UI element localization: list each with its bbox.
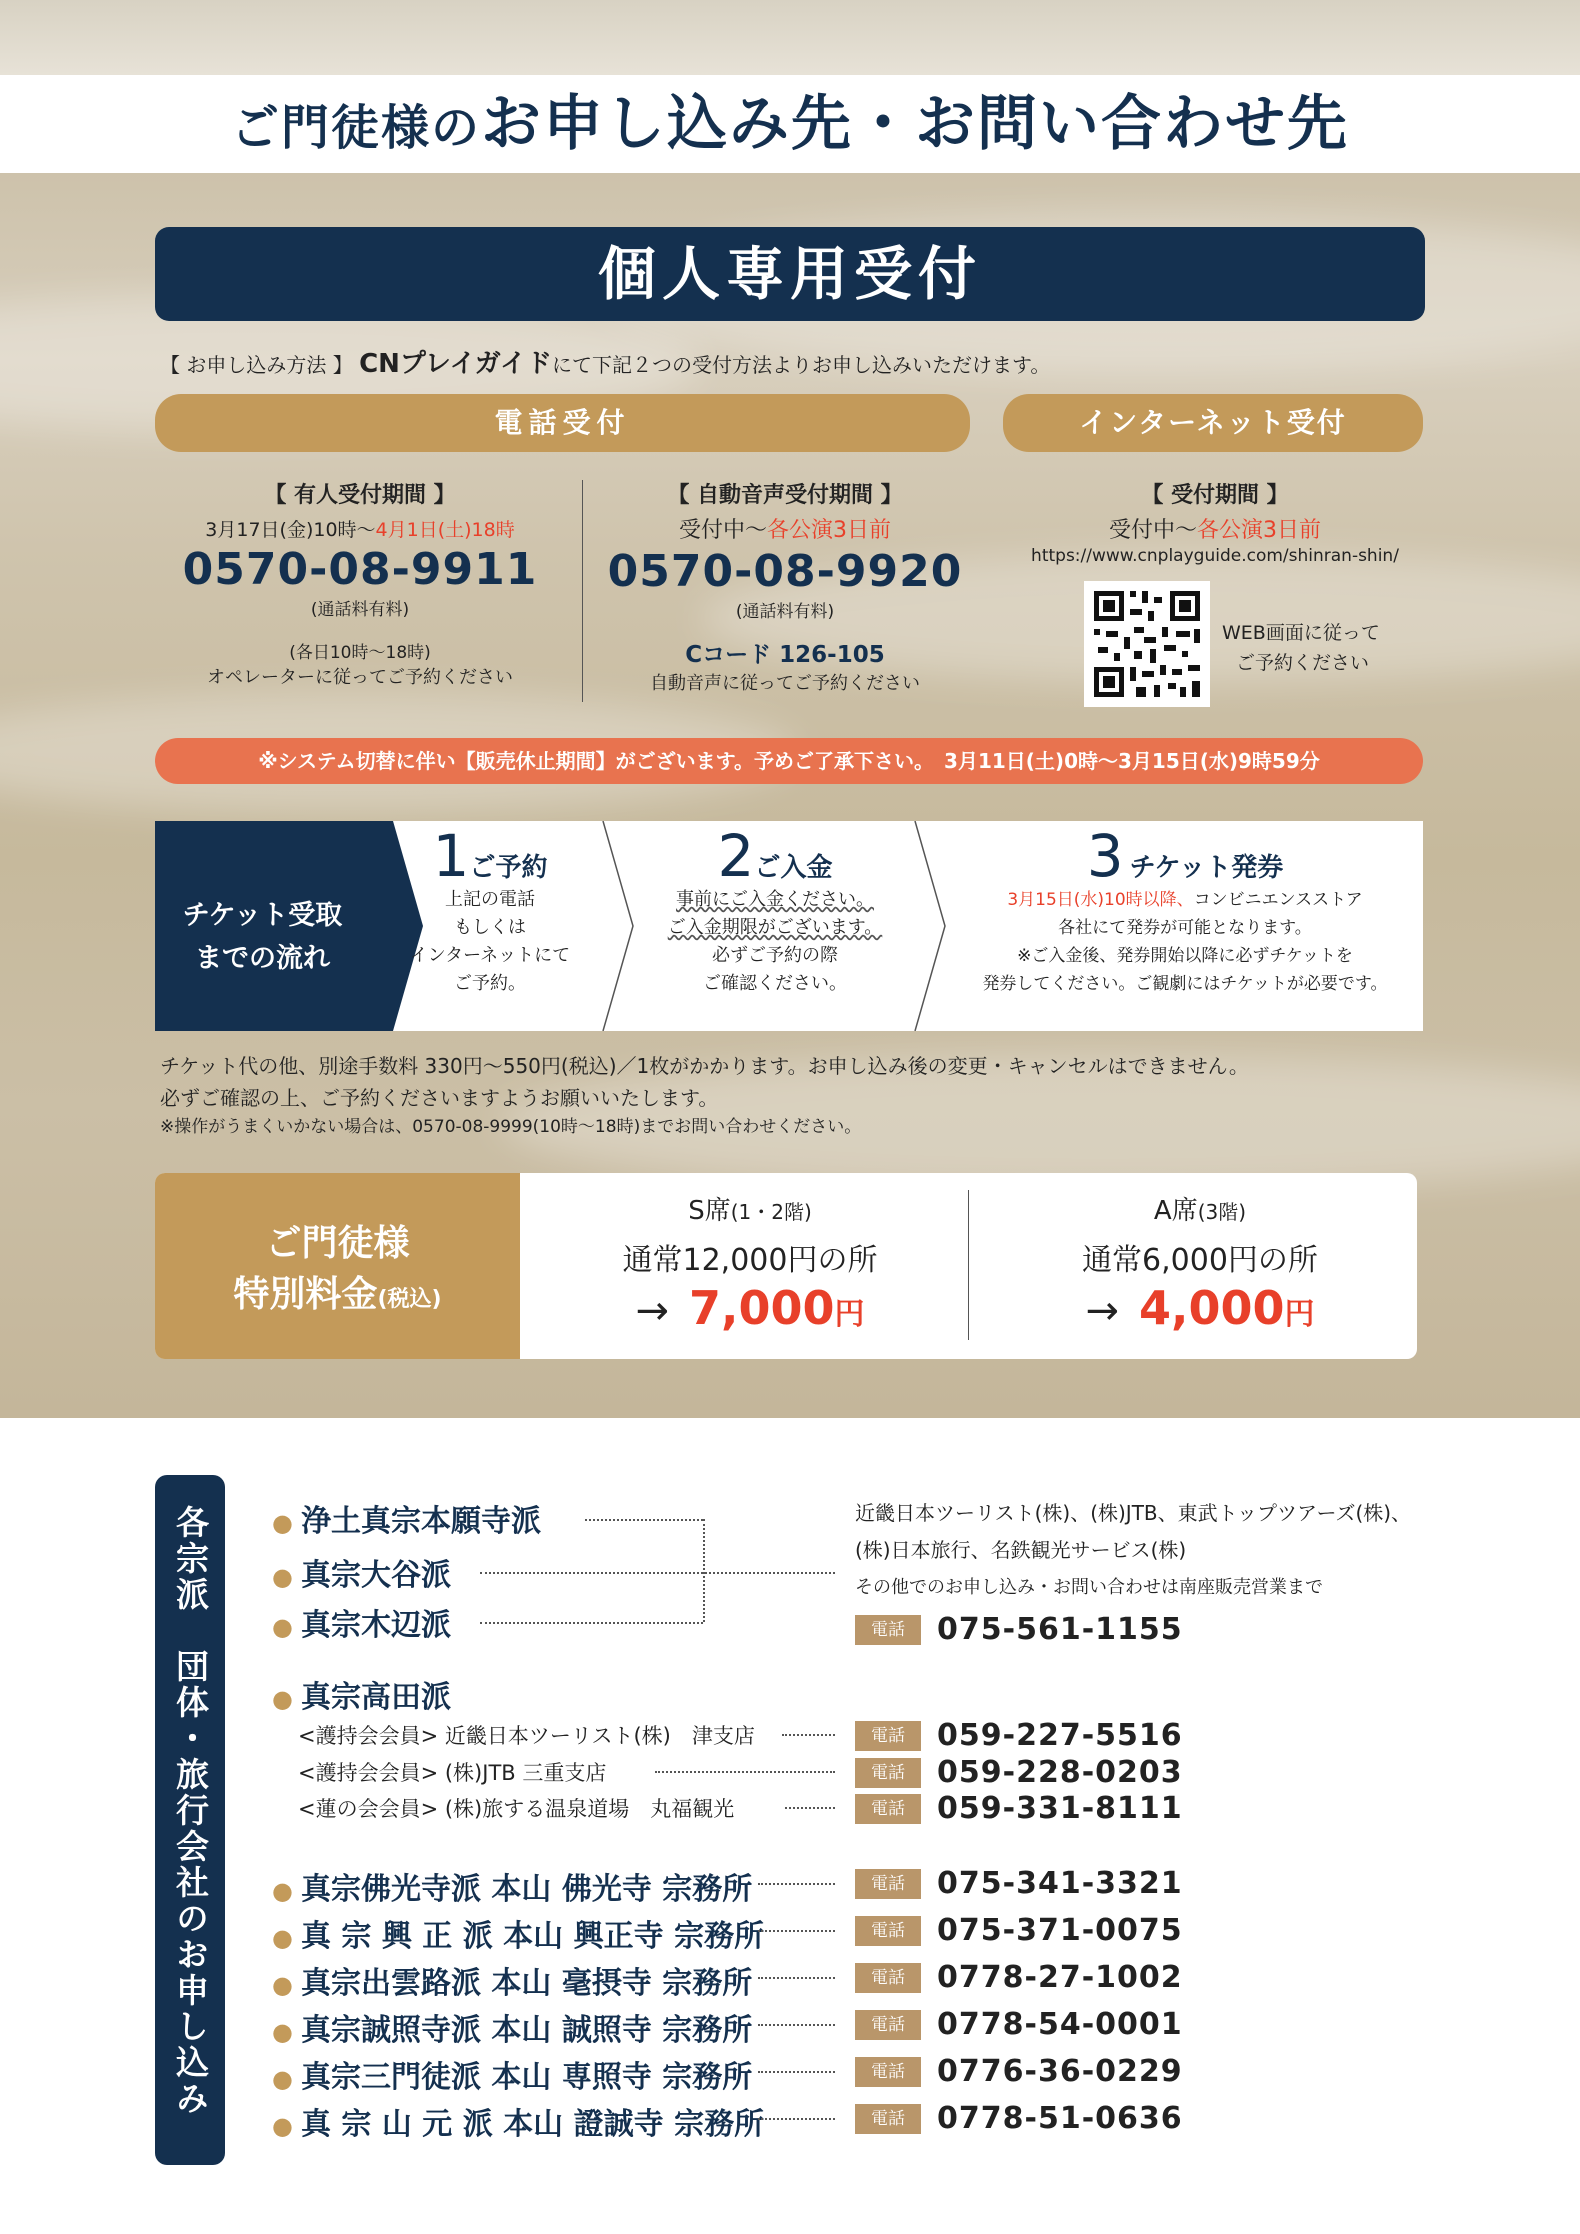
group-item (272, 1550, 451, 1594)
leader-line (758, 1977, 835, 1979)
phone-number[interactable]: 0778-51-0636 (937, 2101, 1183, 2136)
group-item (272, 1496, 541, 1540)
price-divider (968, 1190, 969, 1340)
tel-badge: 電話 (855, 1615, 921, 1645)
fee-note-3: ※操作がうまくいかない場合は、0570-08-9999(10時〜18時)までお問い合わせください。 (160, 1117, 862, 1137)
auto-period-end: 各公演3日前 (767, 518, 891, 543)
group-item-label: 浄土真宗本願寺派 (300, 1504, 541, 1539)
member-label: <護持会会員> (株)JTB 三重支店 (298, 1761, 607, 1785)
temple-item (272, 2005, 752, 2049)
step-2-line: ご入金期限がございます。 (667, 917, 883, 938)
s-seat-price (560, 1190, 940, 1335)
internet-reception-pill: インターネット受付 (1003, 394, 1423, 452)
step-1-line: もしくは (454, 917, 526, 938)
group-sidebar (155, 1475, 225, 2165)
page-title (0, 75, 1580, 177)
fee-notes (160, 1050, 1460, 1140)
price-heading-2: 特別料金 (233, 1274, 378, 1315)
step-1-number: 1 (432, 822, 470, 890)
phone-row (855, 1913, 1183, 1948)
flow-heading (155, 821, 370, 1031)
a-seat-price (1000, 1190, 1400, 1335)
phone-row (855, 1960, 1183, 1995)
auto-period-start: 受付中〜 (678, 518, 767, 543)
arrow-icon: → (635, 1288, 669, 1334)
step-1-line: インターネットにて (409, 945, 571, 966)
temple-item (272, 2099, 764, 2143)
fee-note-1: チケット代の他、別途手数料 330円〜550円(税込)／1枚がかかります。お申し込み後の変更・キャンセルはできません。 (160, 1054, 1249, 1078)
top-strip (0, 0, 1580, 75)
method-line (160, 343, 1430, 380)
manned-fee: (通話料有料) (310, 600, 410, 620)
tel-badge: 電話 (855, 2104, 921, 2134)
auto-fee: (通話料有料) (735, 602, 835, 622)
title-prefix: ご門徒様の (230, 100, 481, 156)
tel-badge: 電話 (855, 1721, 921, 1751)
flow-step-3 (950, 822, 1420, 998)
bullet-icon: ● (272, 1508, 293, 1537)
manned-phone-number[interactable]: 0570-08-9911 (182, 544, 538, 595)
s-seat-yen: 円 (834, 1297, 865, 1332)
temple-name: 真宗出雲路派 本山 毫摂寺 宗務所 (300, 1966, 753, 2001)
phone-reception-pill: 電話受付 (155, 394, 970, 452)
a-seat-normal-price: 通常6,000円の所 (1082, 1243, 1318, 1278)
c-code: Cコード 126-105 (685, 642, 885, 668)
tel-badge: 電話 (855, 2057, 921, 2087)
step-3-line: 各社にて発券が可能となります。 (1058, 918, 1312, 938)
group-item-label: 真宗木辺派 (300, 1608, 451, 1643)
bullet-icon: ● (272, 1612, 293, 1641)
tel-badge: 電話 (855, 1916, 921, 1946)
step-3-line: 発券してください。ご観劇にはチケットが必要です。 (982, 974, 1388, 994)
phone-number[interactable]: 0776-36-0229 (937, 2054, 1183, 2089)
step-3-date: 3月15日(水)10時以降、 (1007, 890, 1194, 910)
a-seat-name: A席 (1153, 1196, 1198, 1226)
phone-number[interactable]: 059-227-5516 (937, 1718, 1183, 1753)
manned-reception (160, 478, 560, 689)
manned-period-start: 3月17日(金)10時〜 (205, 519, 376, 541)
title-main: お申し込み先・お問い合わせ先 (481, 89, 1349, 159)
step-3-number: 3 (1086, 822, 1124, 890)
step-2-title: ご入金 (754, 853, 833, 883)
step-3-title: チケット発券 (1129, 853, 1284, 883)
phone-row (855, 2054, 1183, 2089)
phone-number[interactable]: 075-371-0075 (937, 1913, 1183, 1948)
flow-step-1 (395, 822, 585, 998)
phone-row (855, 1718, 1183, 1753)
step-2-line: ご確認ください。 (703, 973, 847, 994)
temple-item (272, 1864, 752, 1908)
group-item-label: 真宗高田派 (300, 1680, 451, 1715)
s-seat-special-price: 7,000 (689, 1281, 835, 1335)
qr-note (1222, 618, 1380, 678)
price-heading-tax: (税込) (377, 1287, 442, 1312)
leader-line (785, 1807, 835, 1809)
manned-hours: (各日10時〜18時) (289, 643, 431, 663)
a-seat-special-price: 4,000 (1139, 1281, 1285, 1335)
phone-row (855, 2101, 1183, 2136)
manned-period (160, 515, 560, 542)
bullet-icon: ● (272, 1562, 293, 1591)
arrow-icon: → (1085, 1288, 1119, 1334)
leader-line (655, 1771, 835, 1773)
bullet-icon: ● (272, 1970, 293, 1999)
auto-period (600, 513, 970, 544)
phone-number[interactable]: 0778-54-0001 (937, 2007, 1183, 2042)
internet-period-end: 各公演3日前 (1197, 518, 1321, 543)
agency-line: 近畿日本ツーリスト(株)、(株)JTB、東武トップツアーズ(株)、 (855, 1501, 1412, 1525)
leader-line (758, 2118, 835, 2120)
bullet-icon: ● (272, 1923, 293, 1952)
internet-period (990, 513, 1440, 544)
bullet-icon: ● (272, 1876, 293, 1905)
bullet-icon: ● (272, 2017, 293, 2046)
phone-number[interactable]: 059-228-0203 (937, 1755, 1183, 1790)
title-bar (0, 75, 1580, 173)
phone-number[interactable]: 0778-27-1002 (937, 1960, 1183, 1995)
bullet-icon: ● (272, 1684, 293, 1713)
leader-line (782, 1734, 835, 1736)
a-seat-floor: (3階) (1197, 1200, 1247, 1224)
method-text: にて下記２つの受付方法よりお申し込みいただけます。 (552, 353, 1051, 377)
member-label: <護持会会員> 近畿日本ツーリスト(株) 津支店 (298, 1724, 755, 1748)
fee-note-2: 必ずご確認の上、ご予約くださいますようお願いいたします。 (160, 1086, 719, 1110)
method-label: 【 お申し込み方法 】 (160, 353, 353, 377)
s-seat-name: S席 (688, 1196, 731, 1226)
internet-url[interactable]: https://www.cnplayguide.com/shinran-shin/ (1031, 546, 1399, 566)
temple-item (272, 1911, 764, 1955)
qr-note-2: ご予約ください (1236, 652, 1370, 674)
group-item (272, 1672, 451, 1716)
column-divider (582, 480, 583, 702)
sales-suspension-notice: ※システム切替に伴い【販売休止期間】がございます。予めご了承下さい。 3月11日(土)0時〜3月15日(水)9時59分 (155, 738, 1423, 784)
temple-name: 真 宗 山 元 派 本山 證誠寺 宗務所 (300, 2107, 765, 2142)
tel-badge: 電話 (855, 1794, 921, 1824)
step-1-line: 上記の電話 (445, 889, 535, 910)
leader-line (758, 2071, 835, 2073)
phone-row (855, 1612, 1183, 1647)
tel-badge: 電話 (855, 1963, 921, 1993)
temple-name: 真 宗 興 正 派 本山 興正寺 宗務所 (300, 1919, 765, 1954)
phone-row (855, 1791, 1183, 1826)
leader-line (703, 1519, 705, 1622)
temple-item (272, 2052, 752, 2096)
internet-reception (990, 478, 1440, 566)
brand-name: CNプレイガイド (359, 349, 553, 379)
bullet-icon: ● (272, 2064, 293, 2093)
leader-line (480, 1572, 835, 1574)
individual-reception-banner: 個人専用受付 (155, 227, 1425, 321)
phone-number[interactable]: 059-331-8111 (937, 1791, 1183, 1826)
s-seat-normal-price: 通常12,000円の所 (622, 1243, 878, 1278)
phone-row (855, 1866, 1183, 1901)
group-item-label: 真宗大谷派 (300, 1558, 451, 1593)
auto-period-label: 【 自動音声受付期間 】 (667, 483, 903, 508)
step-3-line: ※ご入金後、発券開始以降に必ずチケットを (1017, 946, 1353, 966)
step-2-line: 事前にご入金ください。 (676, 889, 874, 910)
agency-list (855, 1495, 1411, 1606)
temple-name: 真宗誠照寺派 本山 誠照寺 宗務所 (300, 2013, 753, 2048)
qr-code[interactable] (1084, 581, 1210, 707)
step-2-line: 必ずご予約の際 (712, 945, 838, 966)
phone-row (855, 2007, 1183, 2042)
group-item (272, 1600, 451, 1644)
auto-reception (600, 478, 970, 695)
agency-other: その他でのお申し込み・お問い合わせは南座販売営業まで (855, 1577, 1323, 1598)
s-seat-floor: (1・2階) (730, 1200, 812, 1224)
leader-line (758, 1883, 835, 1885)
member-label: <蓮の会会員> (株)旅する温泉道場 丸福観光 (298, 1797, 735, 1821)
internet-period-label: 【 受付期間 】 (1141, 483, 1289, 508)
flow-heading-2: までの流れ (195, 943, 330, 974)
phone-row (855, 1755, 1183, 1790)
manned-period-end: 4月1日(土)18時 (375, 519, 515, 541)
flow-step-2 (640, 822, 910, 998)
leader-line (585, 1519, 703, 1521)
temple-name: 真宗三門徒派 本山 専照寺 宗務所 (300, 2060, 753, 2095)
price-heading-1: ご門徒様 (265, 1223, 410, 1264)
tel-badge: 電話 (855, 1758, 921, 1788)
sidebar-label: 各宗派 団体・旅行会社のお申し込み (171, 1505, 210, 2117)
auto-instruction: 自動音声に従ってご予約ください (650, 673, 920, 694)
phone-number[interactable]: 075-561-1155 (937, 1612, 1183, 1647)
manned-instruction: オペレーターに従ってご予約ください (207, 667, 513, 688)
auto-phone-number[interactable]: 0570-08-9920 (607, 546, 963, 597)
a-seat-yen: 円 (1284, 1297, 1315, 1332)
agency-line: (株)日本旅行、名鉄観光サービス(株) (855, 1538, 1187, 1562)
flow-heading-1: チケット受取 (182, 900, 343, 931)
step-1-title: ご予約 (469, 853, 548, 883)
leader-line (758, 1930, 835, 1932)
leader-line (480, 1622, 703, 1624)
tel-badge: 電話 (855, 2010, 921, 2040)
internet-period-start: 受付中〜 (1108, 518, 1197, 543)
qr-note-1: WEB画面に従って (1222, 622, 1380, 644)
step-3-line: コンビニエンスストア (1193, 890, 1363, 910)
step-2-number: 2 (717, 822, 755, 890)
bullet-icon: ● (272, 2111, 293, 2140)
special-price-heading (155, 1173, 520, 1359)
tel-badge: 電話 (855, 1869, 921, 1899)
manned-period-label: 【 有人受付期間 】 (264, 483, 456, 508)
temple-item (272, 1958, 752, 2002)
temple-name: 真宗佛光寺派 本山 佛光寺 宗務所 (300, 1872, 753, 1907)
phone-number[interactable]: 075-341-3321 (937, 1866, 1183, 1901)
step-1-line: ご予約。 (454, 973, 526, 994)
leader-line (758, 2024, 835, 2026)
